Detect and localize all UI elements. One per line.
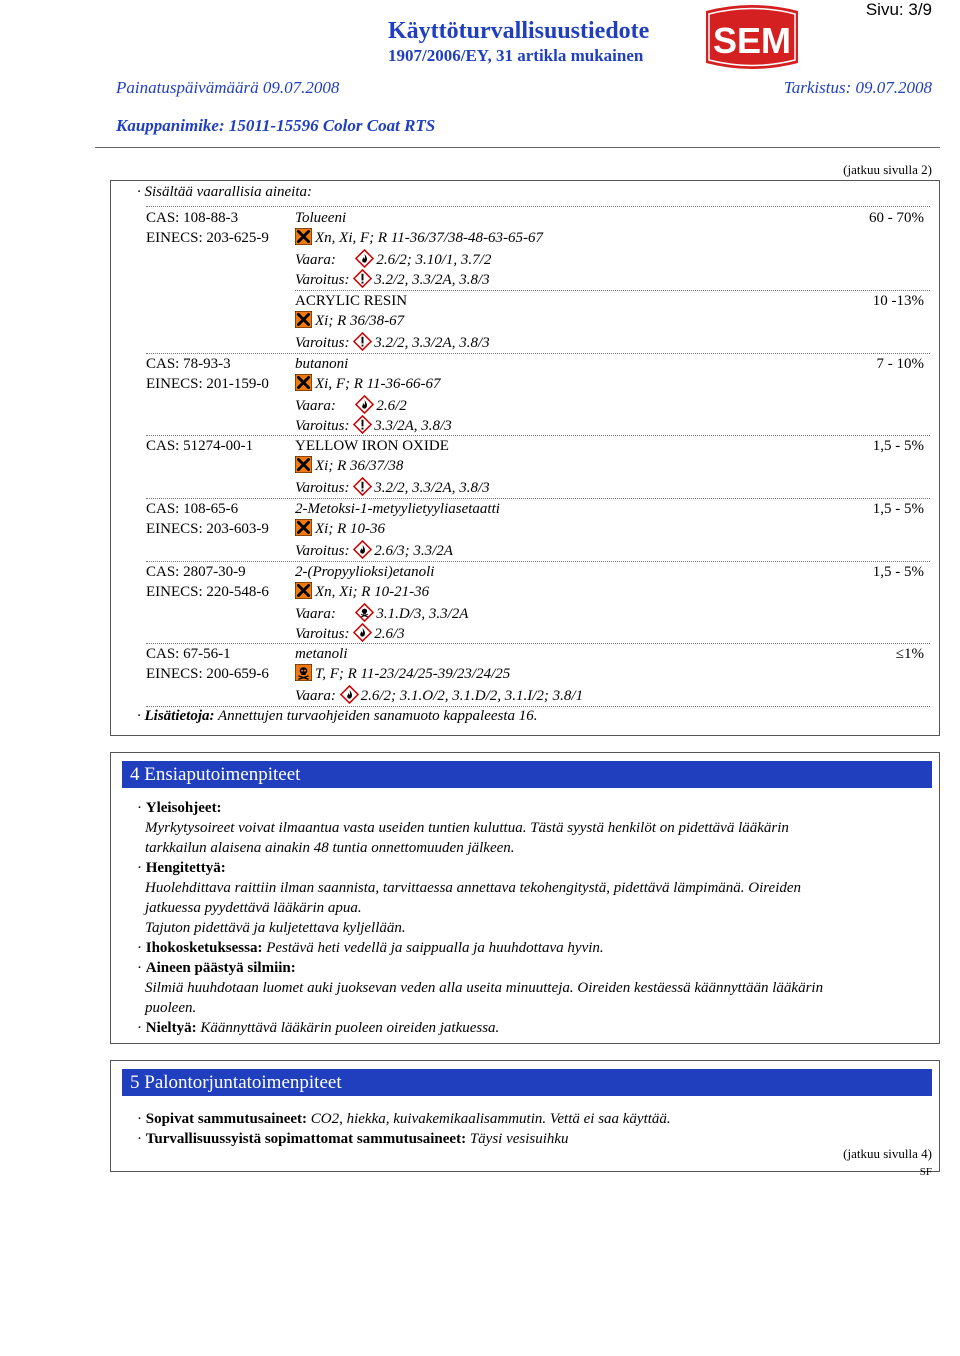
- continued-from: (jatkuu sivulla 2): [843, 162, 932, 177]
- substance-name: butanoni: [295, 356, 349, 372]
- row-divider: [146, 435, 930, 436]
- toxic-skull-icon: [295, 664, 312, 681]
- exclamation-icon: [353, 477, 372, 496]
- irritant-x-icon: [295, 311, 312, 328]
- danger-line: Vaara: 2.6/2: [295, 395, 407, 416]
- cas-number: CAS: 78-93-3: [146, 356, 231, 372]
- unsuitable-extinguishers: · Turvallisuussyistä sopimattomat sammutusaineet: Täysi vesisuihku: [137, 1131, 569, 1147]
- classification: Xn, Xi, F; R 11-36/37/38-48-63-65-67: [295, 228, 543, 248]
- logo-text: SEM: [712, 20, 792, 61]
- classification: Xi; R 36/37/38: [295, 456, 403, 476]
- eye-contact-heading: · Aineen päästyä silmiin:: [137, 960, 296, 976]
- exclamation-icon: [353, 269, 372, 288]
- warning-line: Varoitus: 3.2/2, 3.3/2A, 3.8/3: [295, 332, 490, 353]
- percent: 10 -13%: [872, 293, 924, 309]
- print-date: Painatuspäivämäärä 09.07.2008: [116, 78, 340, 97]
- einecs-number: EINECS: 203-603-9: [146, 521, 269, 537]
- ghs-skull-icon: [355, 603, 374, 622]
- classification: T, F; R 11-23/24/25-39/23/24/25: [295, 664, 510, 684]
- warning-line: Varoitus: 2.6/3; 3.3/2A: [295, 540, 453, 561]
- percent: 1,5 - 5%: [872, 501, 924, 517]
- ghs-flame-icon: [355, 249, 374, 268]
- additional-info: · Lisätietoja: Annettujen turvaohjeiden sanamuoto kappaleesta 16.: [137, 708, 538, 724]
- warning-line: Varoitus: 3.2/2, 3.3/2A, 3.8/3: [295, 477, 490, 498]
- section-5-content: [137, 1109, 932, 1149]
- classification: Xi; R 36/38-67: [295, 311, 404, 331]
- section-4-content: [137, 798, 932, 1038]
- classification: Xn, Xi; R 10-21-36: [295, 582, 429, 602]
- row-divider: [146, 206, 930, 207]
- danger-line: Vaara: 3.1.D/3, 3.3/2A: [295, 603, 468, 624]
- substance-name: Tolueeni: [295, 210, 347, 226]
- percent: 1,5 - 5%: [872, 564, 924, 580]
- substance-name: 2-(Propyylioksi)etanoli: [295, 564, 435, 580]
- exclamation-icon: [353, 415, 372, 434]
- general-heading: · Yleisohjeet:: [137, 800, 222, 816]
- einecs-number: EINECS: 220-548-6: [146, 584, 269, 600]
- cas-number: CAS: 2807-30-9: [146, 564, 246, 580]
- percent: 60 - 70%: [869, 210, 924, 226]
- inhalation-text: Huolehdittava raittiin ilman saannista, tarvittaessa annettava tekohengitystä, pidettävä lämpimänä. Oireiden jatkuessa pyydettävä lääkärin apua. Tajuton pidettävä ja kuljetettava kyljellään.: [145, 880, 802, 936]
- ghs-flame-icon: [353, 623, 372, 642]
- substance-name: metanoli: [295, 646, 348, 662]
- percent: 1,5 - 5%: [872, 438, 924, 454]
- composition-heading: · Sisältää vaarallisia aineita:: [137, 184, 312, 200]
- page-number: Sivu: 3/9: [865, 0, 932, 19]
- document-title: Käyttöturvallisuustiedote: [388, 18, 650, 44]
- danger-line: Vaara: 2.6/2; 3.1.O/2, 3.1.D/2, 3.1.I/2; 3.8/1: [295, 685, 583, 706]
- general-text: Myrkytysoireet voivat ilmaantua vasta useiden tuntien kuluttua. Tästä syystä henkilöt on pidettävä lääkärin tarkkailun alaisena ainakin 48 tuntia onnettomuuden jälkeen.: [145, 820, 789, 856]
- substance-name: 2-Metoksi-1-metyylietyyliasetaatti: [295, 501, 500, 517]
- row-divider: [146, 561, 930, 562]
- classification: Xi, F; R 11-36-66-67: [295, 374, 441, 394]
- irritant-x-icon: [295, 456, 312, 473]
- warning-line: Varoitus: 3.2/2, 3.3/2A, 3.8/3: [295, 269, 490, 290]
- trade-name: Kauppanimike: 15011-15596 Color Coat RTS: [116, 116, 436, 135]
- document-subtitle: 1907/2006/EY, 31 artikla mukainen: [388, 46, 644, 65]
- language-code: SF: [919, 1166, 932, 1178]
- harmful-x-icon: [295, 582, 312, 599]
- cas-number: CAS: 51274-00-1: [146, 438, 254, 454]
- row-divider: [146, 353, 930, 354]
- einecs-number: EINECS: 200-659-6: [146, 666, 269, 682]
- einecs-number: EINECS: 201-159-0: [146, 376, 269, 392]
- einecs-number: EINECS: 203-625-9: [146, 230, 269, 246]
- warning-line: Varoitus: 3.3/2A, 3.8/3: [295, 415, 452, 436]
- row-divider: [146, 498, 930, 499]
- skin-contact: · Ihokosketuksessa: Pestävä heti vedellä ja saippualla ja huuhdottava hyvin.: [137, 940, 604, 956]
- irritant-x-icon: [295, 374, 312, 391]
- ingestion: · Nieltyä: Käännyttävä lääkärin puoleen oireiden jatkuessa.: [137, 1020, 500, 1036]
- percent: 7 - 10%: [876, 356, 924, 372]
- warning-line: Varoitus: 2.6/3: [295, 623, 405, 644]
- cas-number: CAS: 108-88-3: [146, 210, 239, 226]
- row-divider: [146, 643, 930, 644]
- ghs-flame-icon: [340, 685, 359, 704]
- ghs-flame-icon: [353, 540, 372, 559]
- substance-name: YELLOW IRON OXIDE: [295, 438, 449, 454]
- review-date: Tarkistus: 09.07.2008: [783, 78, 932, 97]
- classification: Xi; R 10-36: [295, 519, 385, 539]
- section-5-title: 5 Palontorjuntatoimenpiteet: [122, 1069, 932, 1096]
- percent: ≤1%: [895, 646, 924, 662]
- irritant-x-icon: [295, 519, 312, 536]
- section-4-title: 4 Ensiaputoimenpiteet: [122, 761, 932, 788]
- ghs-flame-icon: [355, 395, 374, 414]
- cas-number: CAS: 67-56-1: [146, 646, 231, 662]
- eye-contact-text: Silmiä huuhdotaan luomet auki juoksevan veden alla useita minuutteja. Oireiden kestäessä käännyttään lääkärin puoleen.: [145, 980, 824, 1016]
- danger-line: Vaara: 2.6/2; 3.10/1, 3.7/2: [295, 249, 491, 270]
- cas-number: CAS: 108-65-6: [146, 501, 239, 517]
- suitable-extinguishers: · Sopivat sammutusaineet: CO2, hiekka, kuivakemikaalisammutin. Vettä ei saa käyttää.: [137, 1111, 671, 1127]
- exclamation-icon: [353, 332, 372, 351]
- substance-name: ACRYLIC RESIN: [295, 293, 408, 309]
- continued-to: (jatkuu sivulla 4): [843, 1146, 932, 1161]
- inhalation-heading: · Hengitettyä:: [137, 860, 226, 876]
- harmful-x-icon: [295, 228, 312, 245]
